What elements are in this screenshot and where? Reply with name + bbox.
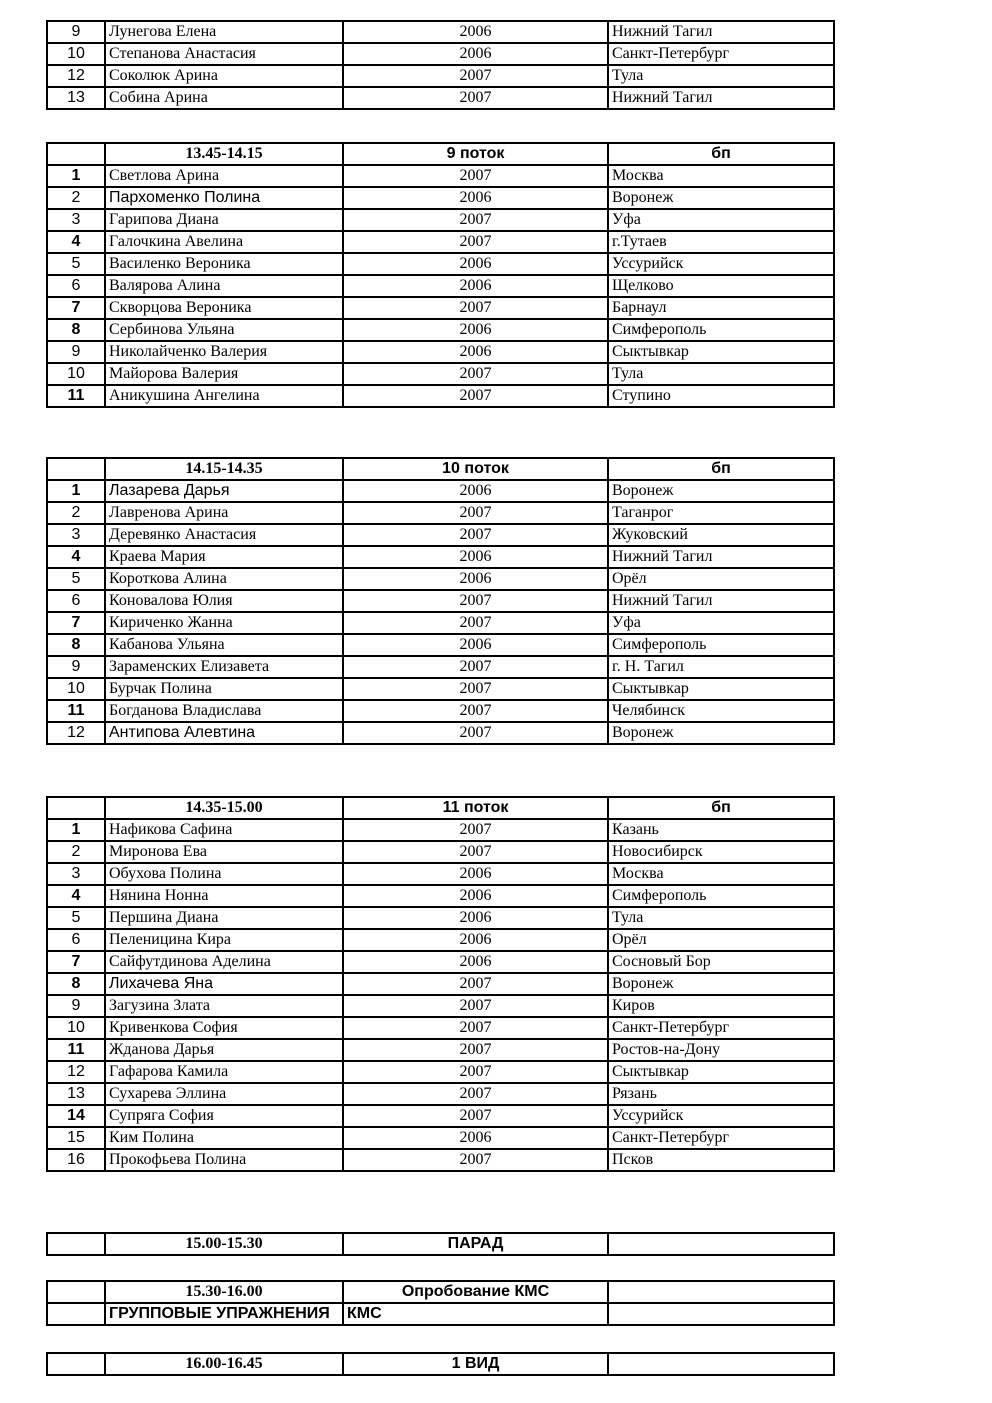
flow-label: 10 поток bbox=[343, 458, 608, 480]
participant-name: Богданова Владислава bbox=[105, 700, 343, 722]
table-row bbox=[47, 65, 834, 87]
table-row bbox=[47, 21, 834, 43]
time-slot: 16.00-16.45 bbox=[105, 1353, 343, 1375]
participant-name: Скворцова Вероника bbox=[105, 297, 343, 319]
participant-name: Пархоменко Полина bbox=[105, 187, 343, 209]
participant-name: Майорова Валерия bbox=[105, 363, 343, 385]
table-row bbox=[47, 1105, 834, 1127]
birth-year: 2006 bbox=[343, 21, 608, 43]
table-row bbox=[47, 656, 834, 678]
category-value: КМС bbox=[343, 1303, 608, 1325]
table-row bbox=[47, 841, 834, 863]
city: Жуковский bbox=[608, 524, 834, 546]
participant-name: Ким Полина bbox=[105, 1127, 343, 1149]
time-slot: 14.15-14.35 bbox=[105, 458, 343, 480]
participant-name: Супряга София bbox=[105, 1105, 343, 1127]
participant-name: Пеленицина Кира bbox=[105, 929, 343, 951]
table-row bbox=[47, 819, 834, 841]
table-row bbox=[47, 700, 834, 722]
city: Ростов-на-Дону bbox=[608, 1039, 834, 1061]
table-row bbox=[47, 634, 834, 656]
schedule-block-continuation bbox=[46, 20, 835, 110]
birth-year: 2006 bbox=[343, 341, 608, 363]
row-number: 12 bbox=[47, 722, 105, 744]
table-row bbox=[47, 524, 834, 546]
participant-name: Галочкина Авелина bbox=[105, 231, 343, 253]
birth-year: 2007 bbox=[343, 700, 608, 722]
city: Санкт-Петербург bbox=[608, 1127, 834, 1149]
table-row bbox=[47, 1127, 834, 1149]
birth-year: 2006 bbox=[343, 634, 608, 656]
table-row bbox=[47, 165, 834, 187]
row-number: 11 bbox=[47, 1039, 105, 1061]
city: Челябинск bbox=[608, 700, 834, 722]
participant-name: Лазарева Дарья bbox=[105, 480, 343, 502]
participant-name: Сербинова Ульяна bbox=[105, 319, 343, 341]
participant-name: Сайфутдинова Аделина bbox=[105, 951, 343, 973]
city: Тула bbox=[608, 363, 834, 385]
table-row bbox=[47, 722, 834, 744]
city: Тула bbox=[608, 65, 834, 87]
table-row bbox=[47, 951, 834, 973]
flow-label: 9 поток bbox=[343, 143, 608, 165]
block-header bbox=[47, 143, 834, 165]
table-row bbox=[47, 1303, 834, 1325]
birth-year: 2007 bbox=[343, 1149, 608, 1171]
city: Уссурийск bbox=[608, 1105, 834, 1127]
row-number: 5 bbox=[47, 253, 105, 275]
city: Воронеж bbox=[608, 722, 834, 744]
row-number: 1 bbox=[47, 480, 105, 502]
city: Барнаул bbox=[608, 297, 834, 319]
birth-year: 2007 bbox=[343, 1105, 608, 1127]
table-row bbox=[47, 907, 834, 929]
city: Сыктывкар bbox=[608, 678, 834, 700]
block-header bbox=[47, 797, 834, 819]
birth-year: 2006 bbox=[343, 863, 608, 885]
city: Симферополь bbox=[608, 319, 834, 341]
table-row bbox=[47, 87, 834, 109]
birth-year: 2007 bbox=[343, 1061, 608, 1083]
participant-name: Лихачева Яна bbox=[105, 973, 343, 995]
city: г. Н. Тагил bbox=[608, 656, 834, 678]
birth-year: 2007 bbox=[343, 1083, 608, 1105]
participant-name: Першина Диана bbox=[105, 907, 343, 929]
row-number: 14 bbox=[47, 1105, 105, 1127]
row-number: 7 bbox=[47, 297, 105, 319]
city: г.Тутаев bbox=[608, 231, 834, 253]
row-number: 3 bbox=[47, 863, 105, 885]
time-slot: 14.35-15.00 bbox=[105, 797, 343, 819]
birth-year: 2006 bbox=[343, 275, 608, 297]
row-number: 3 bbox=[47, 209, 105, 231]
table-row bbox=[47, 480, 834, 502]
city: Санкт-Петербург bbox=[608, 1017, 834, 1039]
row-number: 9 bbox=[47, 21, 105, 43]
table-row bbox=[47, 43, 834, 65]
row-number: 13 bbox=[47, 87, 105, 109]
row-number: 2 bbox=[47, 841, 105, 863]
row-number: 11 bbox=[47, 700, 105, 722]
city: Сосновый Бор bbox=[608, 951, 834, 973]
city: Щелково bbox=[608, 275, 834, 297]
table-row bbox=[47, 1149, 834, 1171]
participant-name: Загузина Злата bbox=[105, 995, 343, 1017]
birth-year: 2006 bbox=[343, 43, 608, 65]
row-number: 10 bbox=[47, 363, 105, 385]
row-number: 6 bbox=[47, 590, 105, 612]
participant-name: Миронова Ева bbox=[105, 841, 343, 863]
city: Казань bbox=[608, 819, 834, 841]
participant-name: Василенко Вероника bbox=[105, 253, 343, 275]
city: Рязань bbox=[608, 1083, 834, 1105]
participant-name: Лунегова Елена bbox=[105, 21, 343, 43]
city: Уфа bbox=[608, 209, 834, 231]
city: Симферополь bbox=[608, 885, 834, 907]
row-number: 7 bbox=[47, 951, 105, 973]
participant-name: Кабанова Ульяна bbox=[105, 634, 343, 656]
row-number: 4 bbox=[47, 231, 105, 253]
row-number: 5 bbox=[47, 568, 105, 590]
row-number: 1 bbox=[47, 819, 105, 841]
city: Ступино bbox=[608, 385, 834, 407]
time-slot: 15.30-16.00 bbox=[105, 1281, 343, 1303]
row-number: 8 bbox=[47, 319, 105, 341]
row-number: 2 bbox=[47, 502, 105, 524]
table-row bbox=[47, 546, 834, 568]
table-row bbox=[47, 275, 834, 297]
birth-year: 2007 bbox=[343, 524, 608, 546]
participant-name: Нафикова Сафина bbox=[105, 819, 343, 841]
block-header bbox=[47, 458, 834, 480]
participant-name: Антипова Алевтина bbox=[105, 722, 343, 744]
table-row bbox=[47, 319, 834, 341]
participant-name: Деревянко Анастасия bbox=[105, 524, 343, 546]
schedule-block-flow-10 bbox=[46, 457, 835, 745]
participant-name: Обухова Полина bbox=[105, 863, 343, 885]
row-number: 4 bbox=[47, 885, 105, 907]
event-label: ПАРАД bbox=[343, 1233, 608, 1255]
birth-year: 2007 bbox=[343, 841, 608, 863]
birth-year: 2006 bbox=[343, 907, 608, 929]
city: Воронеж bbox=[608, 973, 834, 995]
table-row bbox=[47, 995, 834, 1017]
event-label: 1 ВИД bbox=[343, 1353, 608, 1375]
row-number: 15 bbox=[47, 1127, 105, 1149]
birth-year: 2007 bbox=[343, 995, 608, 1017]
table-row bbox=[47, 385, 834, 407]
birth-year: 2007 bbox=[343, 502, 608, 524]
table-row bbox=[47, 612, 834, 634]
participant-name: Прокофьева Полина bbox=[105, 1149, 343, 1171]
table-row bbox=[47, 973, 834, 995]
table-row bbox=[47, 253, 834, 275]
city: Нижний Тагил bbox=[608, 590, 834, 612]
category-label: бп bbox=[608, 797, 834, 819]
table-row bbox=[47, 1017, 834, 1039]
birth-year: 2006 bbox=[343, 319, 608, 341]
row-number: 1 bbox=[47, 165, 105, 187]
event-label: Опробование КМС bbox=[343, 1281, 608, 1303]
row-number: 8 bbox=[47, 634, 105, 656]
birth-year: 2007 bbox=[343, 363, 608, 385]
row-number: 6 bbox=[47, 929, 105, 951]
city: Санкт-Петербург bbox=[608, 43, 834, 65]
birth-year: 2007 bbox=[343, 65, 608, 87]
city: Таганрог bbox=[608, 502, 834, 524]
row-number: 10 bbox=[47, 1017, 105, 1039]
table-row bbox=[47, 863, 834, 885]
birth-year: 2007 bbox=[343, 385, 608, 407]
table-row bbox=[47, 1061, 834, 1083]
birth-year: 2007 bbox=[343, 656, 608, 678]
birth-year: 2007 bbox=[343, 209, 608, 231]
participant-name: Жданова Дарья bbox=[105, 1039, 343, 1061]
table-row bbox=[47, 231, 834, 253]
birth-year: 2006 bbox=[343, 253, 608, 275]
category-label: бп bbox=[608, 143, 834, 165]
birth-year: 2007 bbox=[343, 165, 608, 187]
participant-name: Короткова Алина bbox=[105, 568, 343, 590]
birth-year: 2007 bbox=[343, 590, 608, 612]
block-header bbox=[47, 1233, 834, 1255]
table-row bbox=[47, 363, 834, 385]
birth-year: 2006 bbox=[343, 480, 608, 502]
city: Уфа bbox=[608, 612, 834, 634]
row-number: 9 bbox=[47, 995, 105, 1017]
participant-name: Собина Арина bbox=[105, 87, 343, 109]
birth-year: 2007 bbox=[343, 722, 608, 744]
city: Нижний Тагил bbox=[608, 546, 834, 568]
table-row bbox=[47, 678, 834, 700]
row-number: 9 bbox=[47, 341, 105, 363]
row-number: 9 bbox=[47, 656, 105, 678]
birth-year: 2006 bbox=[343, 885, 608, 907]
table-row bbox=[47, 568, 834, 590]
birth-year: 2007 bbox=[343, 1039, 608, 1061]
table-row bbox=[47, 885, 834, 907]
schedule-block-trial bbox=[46, 1280, 835, 1326]
table-row bbox=[47, 341, 834, 363]
participant-name: Кириченко Жанна bbox=[105, 612, 343, 634]
birth-year: 2007 bbox=[343, 678, 608, 700]
participant-name: Лавренова Арина bbox=[105, 502, 343, 524]
city: Тула bbox=[608, 907, 834, 929]
row-number: 11 bbox=[47, 385, 105, 407]
city: Воронеж bbox=[608, 480, 834, 502]
table-row bbox=[47, 1083, 834, 1105]
group-exercises-label: ГРУППОВЫЕ УПРАЖНЕНИЯ bbox=[105, 1303, 343, 1325]
city: Москва bbox=[608, 165, 834, 187]
city: Нижний Тагил bbox=[608, 87, 834, 109]
table-row bbox=[47, 209, 834, 231]
participant-name: Кривенкова София bbox=[105, 1017, 343, 1039]
flow-label: 11 поток bbox=[343, 797, 608, 819]
participant-name: Валярова Алина bbox=[105, 275, 343, 297]
row-number: 16 bbox=[47, 1149, 105, 1171]
birth-year: 2007 bbox=[343, 612, 608, 634]
birth-year: 2007 bbox=[343, 231, 608, 253]
participant-name: Николайченко Валерия bbox=[105, 341, 343, 363]
schedule-block-parade bbox=[46, 1232, 835, 1256]
category-label: бп bbox=[608, 458, 834, 480]
row-number: 7 bbox=[47, 612, 105, 634]
row-number: 4 bbox=[47, 546, 105, 568]
row-number: 3 bbox=[47, 524, 105, 546]
row-number: 13 bbox=[47, 1083, 105, 1105]
participant-name: Зараменских Елизавета bbox=[105, 656, 343, 678]
city: Сыктывкар bbox=[608, 1061, 834, 1083]
row-number: 10 bbox=[47, 43, 105, 65]
city: Орёл bbox=[608, 568, 834, 590]
schedule-block-flow-9 bbox=[46, 142, 835, 408]
block-header bbox=[47, 1281, 834, 1303]
birth-year: 2007 bbox=[343, 87, 608, 109]
table-row bbox=[47, 297, 834, 319]
participant-name: Светлова Арина bbox=[105, 165, 343, 187]
participant-name: Нянина Нонна bbox=[105, 885, 343, 907]
city: Орёл bbox=[608, 929, 834, 951]
birth-year: 2006 bbox=[343, 1127, 608, 1149]
birth-year: 2007 bbox=[343, 819, 608, 841]
table-row bbox=[47, 187, 834, 209]
time-slot: 15.00-15.30 bbox=[105, 1233, 343, 1255]
city: Симферополь bbox=[608, 634, 834, 656]
participant-name: Соколюк Арина bbox=[105, 65, 343, 87]
participant-name: Коновалова Юлия bbox=[105, 590, 343, 612]
table-row bbox=[47, 1039, 834, 1061]
city: Уссурийск bbox=[608, 253, 834, 275]
birth-year: 2006 bbox=[343, 929, 608, 951]
participant-name: Краева Мария bbox=[105, 546, 343, 568]
schedule-block-flow-11 bbox=[46, 796, 835, 1172]
city: Новосибирск bbox=[608, 841, 834, 863]
table-row bbox=[47, 502, 834, 524]
block-header bbox=[47, 1353, 834, 1375]
birth-year: 2007 bbox=[343, 973, 608, 995]
participant-name: Степанова Анастасия bbox=[105, 43, 343, 65]
birth-year: 2006 bbox=[343, 951, 608, 973]
birth-year: 2006 bbox=[343, 187, 608, 209]
row-number: 12 bbox=[47, 65, 105, 87]
city: Сыктывкар bbox=[608, 341, 834, 363]
birth-year: 2006 bbox=[343, 546, 608, 568]
participant-name: Сухарева Эллина bbox=[105, 1083, 343, 1105]
table-row bbox=[47, 590, 834, 612]
city: Псков bbox=[608, 1149, 834, 1171]
participant-name: Гафарова Камила bbox=[105, 1061, 343, 1083]
row-number: 6 bbox=[47, 275, 105, 297]
participant-name: Аникушина Ангелина bbox=[105, 385, 343, 407]
city: Воронеж bbox=[608, 187, 834, 209]
time-slot: 13.45-14.15 bbox=[105, 143, 343, 165]
table-row bbox=[47, 929, 834, 951]
city: Нижний Тагил bbox=[608, 21, 834, 43]
birth-year: 2006 bbox=[343, 568, 608, 590]
participant-name: Бурчак Полина bbox=[105, 678, 343, 700]
row-number: 10 bbox=[47, 678, 105, 700]
city: Киров bbox=[608, 995, 834, 1017]
row-number: 12 bbox=[47, 1061, 105, 1083]
row-number: 5 bbox=[47, 907, 105, 929]
schedule-block-apparatus-1 bbox=[46, 1352, 835, 1376]
row-number: 8 bbox=[47, 973, 105, 995]
birth-year: 2007 bbox=[343, 1017, 608, 1039]
birth-year: 2007 bbox=[343, 297, 608, 319]
row-number: 2 bbox=[47, 187, 105, 209]
participant-name: Гарипова Диана bbox=[105, 209, 343, 231]
city: Москва bbox=[608, 863, 834, 885]
